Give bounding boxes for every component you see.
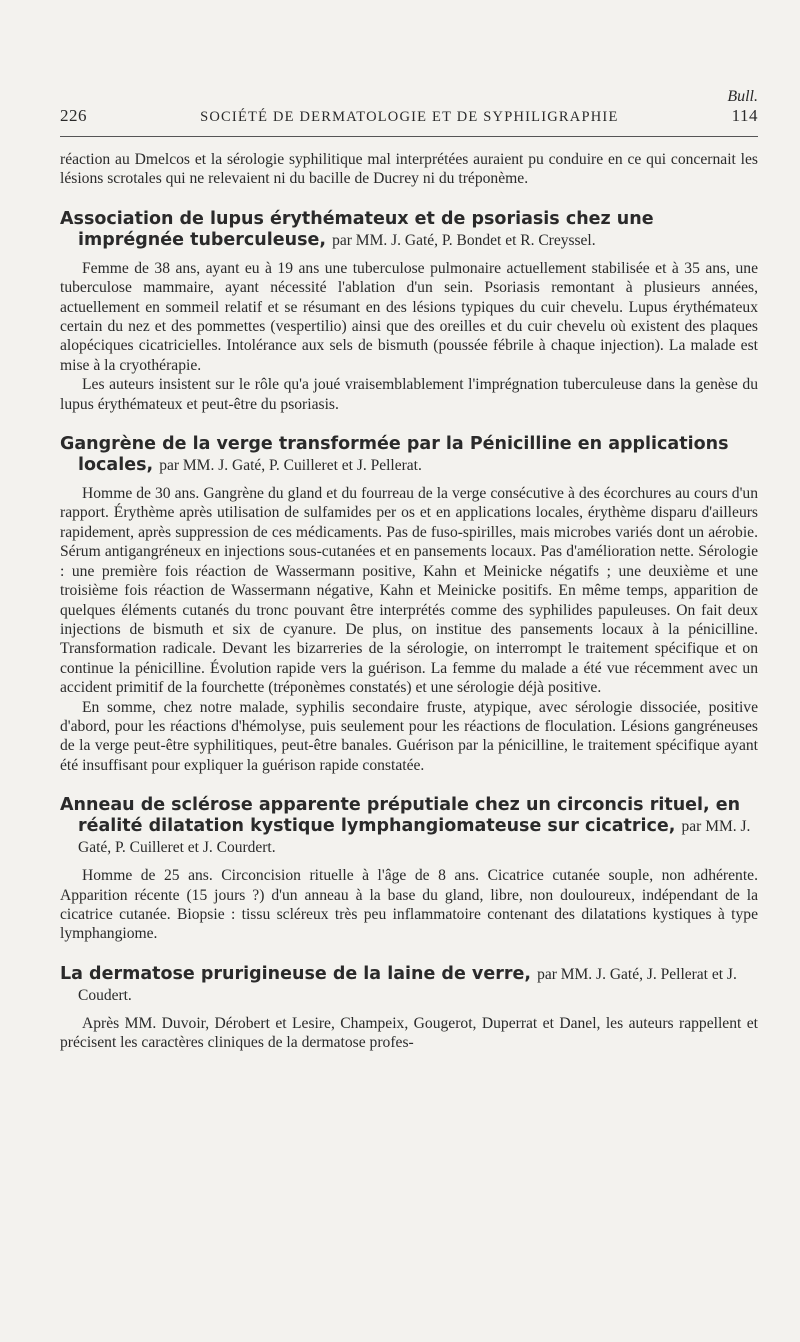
running-title: SOCIÉTÉ DE DERMATOLOGIE ET DE SYPHILIGRAPHIE — [200, 109, 619, 125]
article-authors: par MM. J. Gaté, P. Cuilleret et J. Pellerat. — [159, 457, 422, 475]
article-paragraph: Les auteurs insistent sur le rôle qu'a joué vraisemblablement l'imprégnation tuberculeuse dans la genèse du lupus érythémateux et peut-être du psoriasis. — [60, 376, 758, 413]
article-title-text: Association de lupus érythémateux et de psoriasis chez une imprégnée tuberculeuse, — [60, 208, 654, 250]
article-title-text: Gangrène de la verge transformée par la Pénicilline en applications locales, — [60, 434, 729, 476]
article-authors: par MM. J. Gaté, J. Pellerat et J. Coudert. — [78, 965, 737, 1004]
article-paragraph: Après MM. Duvoir, Dérobert et Lesire, Champeix, Gougerot, Duperrat et Danel, les auteurs rappellent et précisent les caractères cliniques de la dermatose profes- — [60, 1014, 758, 1052]
issue-number: 114 — [731, 106, 758, 125]
page-number: 226 — [60, 106, 87, 125]
article-title-4 — [60, 964, 758, 1006]
article-body-3 — [60, 866, 758, 944]
article-title-1 — [60, 209, 758, 251]
article-body-2 — [60, 484, 758, 775]
article-paragraph: Femme de 38 ans, ayant eu à 19 ans une tuberculose pulmonaire actuellement stabilisée et à 35 ans, une tuberculose mammaire, ayant nécessité l'ablation d'un sein. Psoriasis remontant à plusieurs années, actuellement en sommeil relatif et se résumant en des lésions typiques du cuir chevelu. Lupus érythémateux certain du nez et des pommettes (vespertilio) ainsi que des oreilles et du cuir chevelu où existent des plaques alopéciques cicatricielles. Intolérance aux sels de bismuth (poussée fébrile à chaque injection). La malade est mise à la cryothérapie. — [60, 259, 758, 374]
article-title-text: La dermatose prurigineuse de la laine de verre, — [60, 963, 531, 984]
article-paragraph: Homme de 30 ans. Gangrène du gland et du fourreau de la verge consécutive à des écorchures au cours d'un rapport. Érythème après utilisation de sulfamides per os et en applications locales, érythème disparu d'ailleurs rapidement, après suppression de ces médicaments. Pas de fuso-spirilles, mais microbes variés dont un aérobie. Sérum antigangréneux en injections sous-cutanées et en pansements locaux. Pas d'amélioration nette. Sérologie : une première fois réaction de Wassermann positive, Kahn et Meinicke négatifs ; une deuxième et une troisième fois réaction de Wassermann négative, Kahn et Meinicke positifs. En même temps, apparition de quelques éléments cutanés du tronc pouvant être interprétés comme des syphilides papuleuses. On fait deux injections de bismuth et six de cyanure. De plus, on institue des pansements locaux à la pénicilline. Transformation radicale. Devant les bizarreries de la sérologie, on interrompt le traitement spécifique et on continue la pénicilline. Évolution rapide vers la guérison. La femme du malade a été vue récemment avec un accident primitif de la fourchette (tréponèmes constatés) et une sérologie déjà positive. — [60, 485, 758, 697]
article-authors: par MM. J. Gaté, P. Bondet et R. Creyssel. — [332, 231, 596, 249]
article-body-1 — [60, 259, 758, 414]
article-title-3 — [60, 795, 758, 858]
article-paragraph: En somme, chez notre malade, syphilis secondaire fruste, atypique, avec sérologie dissociée, positive d'abord, pour les réactions d'hémolyse, puis seulement pour les réactions de floculation. Lésions gangréneuses de la verge peut-être syphilitiques, peut-être banales. Guérison par la pénicilline, le traitement spécifique ayant été insuffisant pour expliquer la guérison rapide constatée. — [60, 698, 758, 774]
article-authors: par MM. J. Gaté, P. Cuilleret et J. Courdert. — [78, 818, 751, 857]
intro-paragraph: réaction au Dmelcos et la sérologie syphilitique mal interprétées auraient pu conduire en ce qui concernait les lésions scrotales qui ne relevaient ni du bacille de Ducrey ni du tréponème. — [60, 151, 758, 188]
article-paragraph: Homme de 25 ans. Circoncision rituelle à l'âge de 8 ans. Cicatrice cutanée souple, non adhérente. Apparition récente (15 jours ?) d'un anneau à la base du gland, libre, non douloureux, indépendant de la cicatrice cutanée. Biopsie : tissu scléreux très peu inflammatoire contenant des dilatations kystiques à type lymphangiome. — [60, 867, 758, 943]
article-body-4 — [60, 1014, 758, 1053]
article-title-2 — [60, 434, 758, 476]
journal-abbrev: Bull. — [727, 88, 758, 105]
running-header — [60, 106, 758, 137]
page-content — [60, 150, 758, 1057]
article-title-text: Anneau de sclérose apparente préputiale chez un circoncis rituel, en réalité dilatation kystique lymphangiomateuse sur cicatrice, — [60, 795, 741, 837]
